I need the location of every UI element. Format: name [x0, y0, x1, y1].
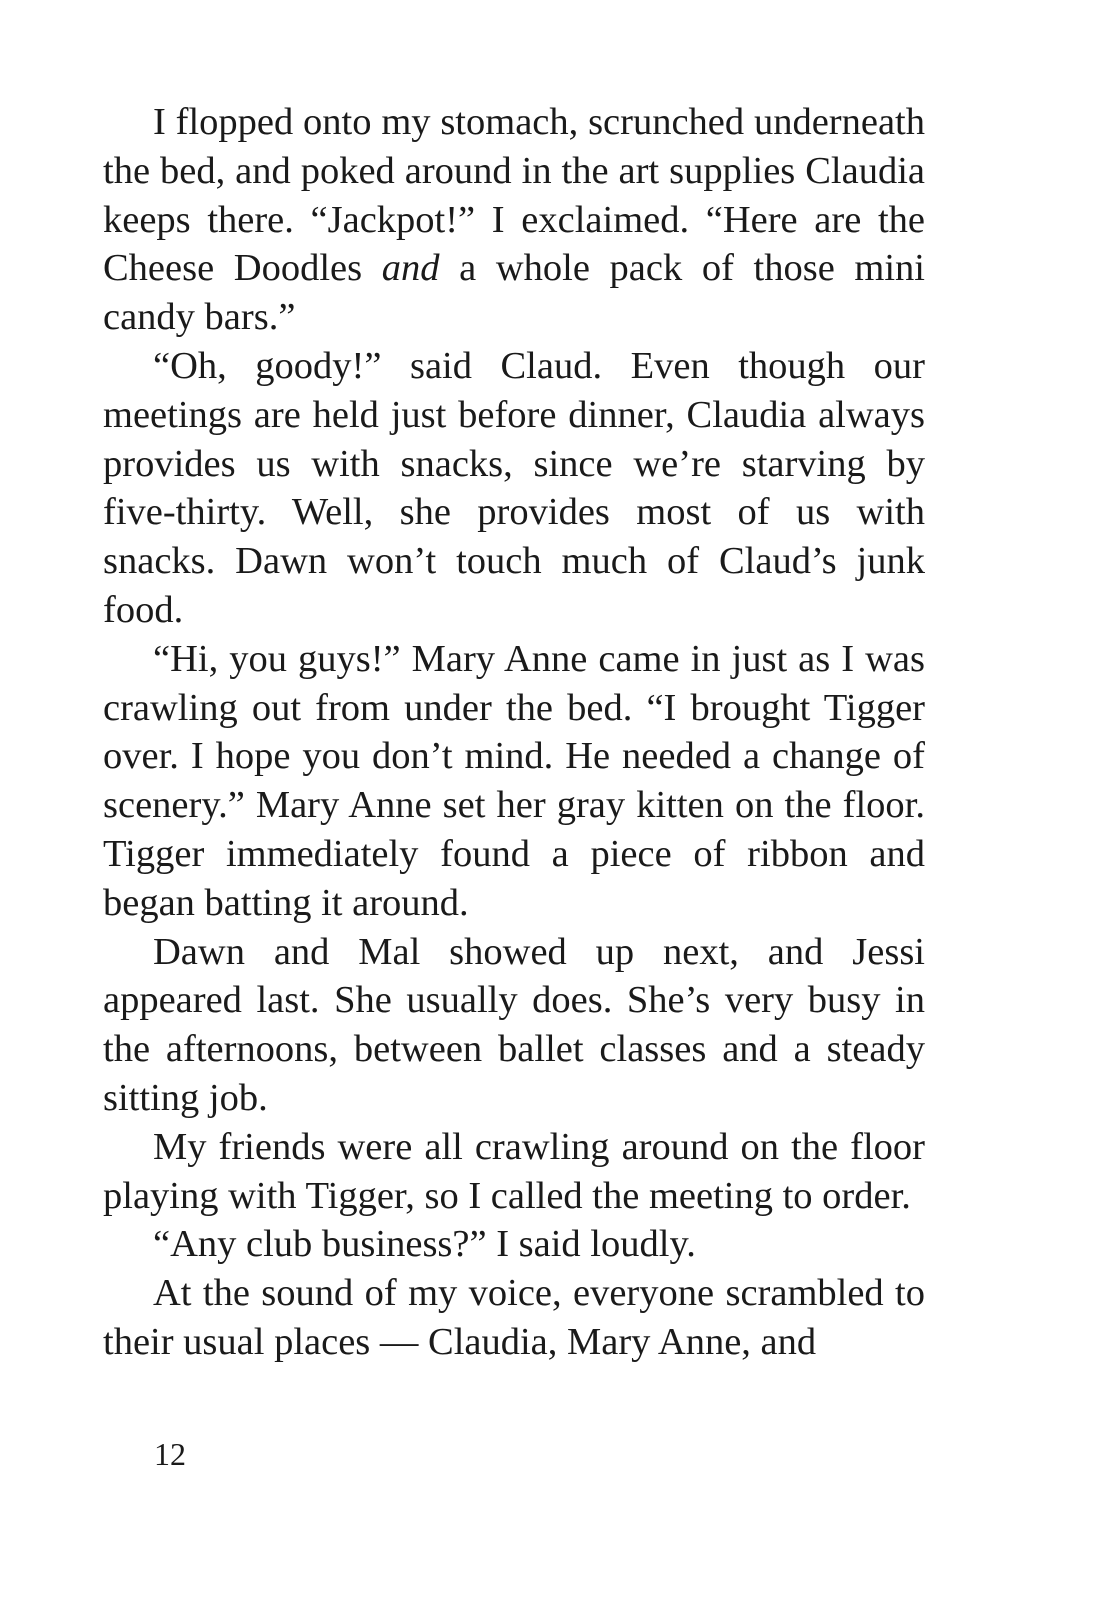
- paragraph: [103, 98, 925, 342]
- italic-text-run: and: [381, 247, 440, 290]
- paragraph: [103, 342, 925, 635]
- text-run: I flopped onto my stomach, scrunched underneath the bed, and poked around in the art supplies Claudia keeps there. “Jackpot!” I exclaimed. “Here are the Cheese Doodles: [103, 101, 925, 290]
- text-run: At the sound of my voice, everyone scrambled to their usual places — Claudia, Mary Anne, and: [103, 1272, 925, 1363]
- page-number: 12: [154, 1436, 186, 1472]
- text-run: My friends were all crawling around on the floor playing with Tigger, so I called the meeting to order.: [103, 1125, 925, 1217]
- text-run: “Oh, goody!” said Claud. Even though our meetings are held just before dinner, Claudia always provides us with snacks, since we’re starving by five-thirty. Well, she provides most of us with snacks. Dawn won’t touch much of Claud’s junk food.: [103, 344, 925, 631]
- text-run: a whole pack of those mini candy bars.”: [103, 247, 926, 339]
- text-run: “Any club business?” I said loudly.: [153, 1223, 696, 1266]
- paragraph: [103, 635, 925, 928]
- paragraph: [103, 1220, 925, 1269]
- body-text: [103, 98, 925, 1367]
- paragraph: [103, 1123, 925, 1221]
- paragraph: [103, 928, 925, 1123]
- paragraph: [103, 1269, 925, 1367]
- text-run: “Hi, you guys!” Mary Anne came in just as I was crawling out from under the bed. “I brought Tigger over. I hope you don’t mind. He needed a change of scenery.” Mary Anne set her gray kitten on the floor. Tigger immediately found a piece of ribbon and began batting it around.: [103, 637, 925, 924]
- text-run: Dawn and Mal showed up next, and Jessi appeared last. She usually does. She’s very busy in the afternoons, between ballet classes and a steady sitting job.: [103, 930, 925, 1119]
